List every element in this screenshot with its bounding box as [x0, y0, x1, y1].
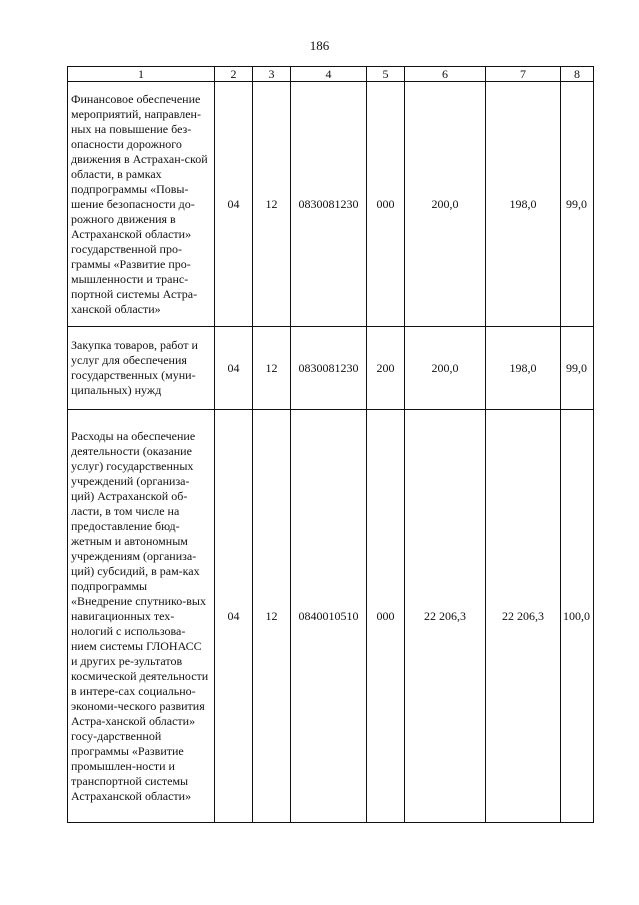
actual-amount: 198,0: [486, 327, 561, 410]
table-row: [68, 410, 594, 823]
column-header: 3: [253, 67, 291, 82]
page-number: 186: [309, 38, 330, 53]
section-code: 04: [215, 327, 253, 410]
planned-amount: 200,0: [405, 327, 486, 410]
target-article-code: 0830081230: [291, 327, 367, 410]
row-description: Расходы на обеспечение деятельности (оказание услуг) государственных учреждений (организа-ций) Астраханской об-ласти, в том числе на предоставление бюд-жетным и автономным учреждениям (организа-ций) субсидий, в рам-ках подпрограммы «Внедрение спутнико-вых навигационных тех-нологий с использова-нием системы ГЛОНАСС и других ре-зультатов космической деятельности в интере-сах социально-экономи-ческого развития Астра-ханской области» госу-дарственной программы «Развитие промышлен-ности и транспортной системы Астраханской области»: [68, 410, 215, 823]
section-code: 04: [215, 410, 253, 823]
column-header: 7: [486, 67, 561, 82]
row-description: Закупка товаров, работ и услуг для обеспечения государственных (муни-ципальных) нужд: [68, 327, 215, 410]
section-code: 04: [215, 82, 253, 327]
column-header: 4: [291, 67, 367, 82]
target-article-code: 0830081230: [291, 82, 367, 327]
column-header: 1: [68, 67, 215, 82]
expense-type-code: 000: [367, 410, 405, 823]
column-header: 2: [215, 67, 253, 82]
actual-amount: 198,0: [486, 82, 561, 327]
planned-amount: 22 206,3: [405, 410, 486, 823]
column-header: 6: [405, 67, 486, 82]
table-row: [68, 82, 594, 327]
planned-amount: 200,0: [405, 82, 486, 327]
budget-table: [67, 66, 594, 823]
subsection-code: 12: [253, 82, 291, 327]
execution-percent: 100,0: [561, 410, 594, 823]
target-article-code: 0840010510: [291, 410, 367, 823]
subsection-code: 12: [253, 410, 291, 823]
column-header: 5: [367, 67, 405, 82]
table-row: [68, 327, 594, 410]
column-header: 8: [561, 67, 594, 82]
expense-type-code: 000: [367, 82, 405, 327]
row-description: Финансовое обеспечение мероприятий, направлен-ных на повышение без-опасности дорожного движения в Астрахан-ской области, в рамках подпрограммы «Повы-шение безопасности до-рожного движения в Астраханской области» государственной про-граммы «Развитие про-мышленности и транс-портной системы Астра-ханской области»: [68, 82, 215, 327]
actual-amount: 22 206,3: [486, 410, 561, 823]
table-header-row: [68, 67, 594, 82]
subsection-code: 12: [253, 327, 291, 410]
expense-type-code: 200: [367, 327, 405, 410]
execution-percent: 99,0: [561, 82, 594, 327]
execution-percent: 99,0: [561, 327, 594, 410]
